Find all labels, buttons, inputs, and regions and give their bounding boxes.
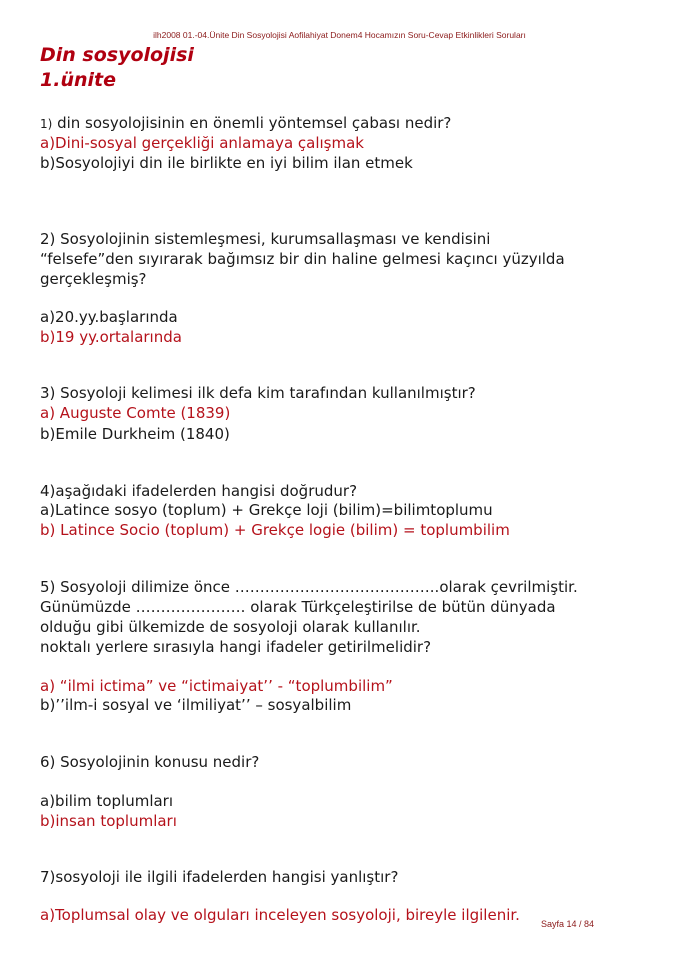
question-7-answer-a: a)Toplumsal olay ve olguları inceleyen sosyoloji, bireyle ilgilenir.	[40, 906, 520, 924]
question-2-answer-a: a)20.yy.başlarında	[40, 308, 178, 326]
document-title: Din sosyolojisi	[40, 44, 194, 66]
question-5-answer-b: b)’’ilm-i sosyal ve ‘ilmiliyat’’ – sosyalbilim	[40, 696, 352, 714]
question-2-line-2: “felsefe”den sıyırarak bağımsız bir din haline gelmesi kaçıncı yüzyılda	[40, 250, 565, 268]
question-6-answer-b: b)insan toplumları	[40, 812, 177, 830]
question-5-answer-a: a) “ilmi ictima” ve “ictimaiyat’’ - “toplumbilim”	[40, 677, 393, 695]
unit-title: 1.ünite	[40, 69, 116, 91]
question-4-answer-b: b) Latince Socio (toplum) + Grekçe logie (bilim) = toplumbilim	[40, 521, 510, 539]
question-1-text: din sosyolojisinin en önemli yöntemsel çabası nedir?	[52, 114, 452, 132]
page-header: ilh2008 01.-04.Ünite Din Sosyolojisi Aofilahiyat Donem4 Hocamızın Soru-Cevap Etkinlikleri Soruları	[153, 30, 526, 40]
question-5-line-2: Günümüzde …………………. olarak Türkçeleştirilse de bütün dünyada	[40, 598, 556, 616]
question-4-answer-a: a)Latince sosyo (toplum) + Grekçe loji (bilim)=bilimtoplumu	[40, 501, 493, 519]
question-7: 7)sosyoloji ile ilgili ifadelerden hangisi yanlıştır?	[40, 868, 399, 886]
question-2-line-1: 2) Sosyolojinin sistemleşmesi, kurumsallaşması ve kendisini	[40, 230, 491, 248]
question-5-line-1: 5) Sosyoloji dilimize önce …………………………………..olarak çevrilmiştir.	[40, 578, 578, 596]
question-3-answer-a: a) Auguste Comte (1839)	[40, 404, 231, 422]
question-1-number: 1)	[40, 117, 53, 131]
question-2-answer-b: b)19 yy.ortalarında	[40, 328, 182, 346]
question-1	[40, 113, 451, 134]
question-4: 4)aşağıdaki ifadelerden hangisi doğrudur?	[40, 482, 358, 500]
question-3: 3) Sosyoloji kelimesi ilk defa kim tarafından kullanılmıştır?	[40, 384, 476, 402]
question-6: 6) Sosyolojinin konusu nedir?	[40, 753, 260, 771]
question-1-answer-b: b)Sosyolojiyi din ile birlikte en iyi bilim ilan etmek	[40, 154, 413, 172]
question-2-line-3: gerçekleşmiş?	[40, 270, 147, 288]
question-5-line-4: noktalı yerlere sırasıyla hangi ifadeler getirilmelidir?	[40, 638, 432, 656]
page-number: Sayfa 14 / 84	[541, 919, 595, 929]
question-5-line-3: olduğu gibi ülkemizde de sosyoloji olarak kullanılır.	[40, 618, 421, 636]
question-3-answer-b: b)Emile Durkheim (1840)	[40, 425, 230, 443]
question-1-answer-a: a)Dini-sosyal gerçekliği anlamaya çalışmak	[40, 134, 364, 152]
question-6-answer-a: a)bilim toplumları	[40, 792, 174, 810]
